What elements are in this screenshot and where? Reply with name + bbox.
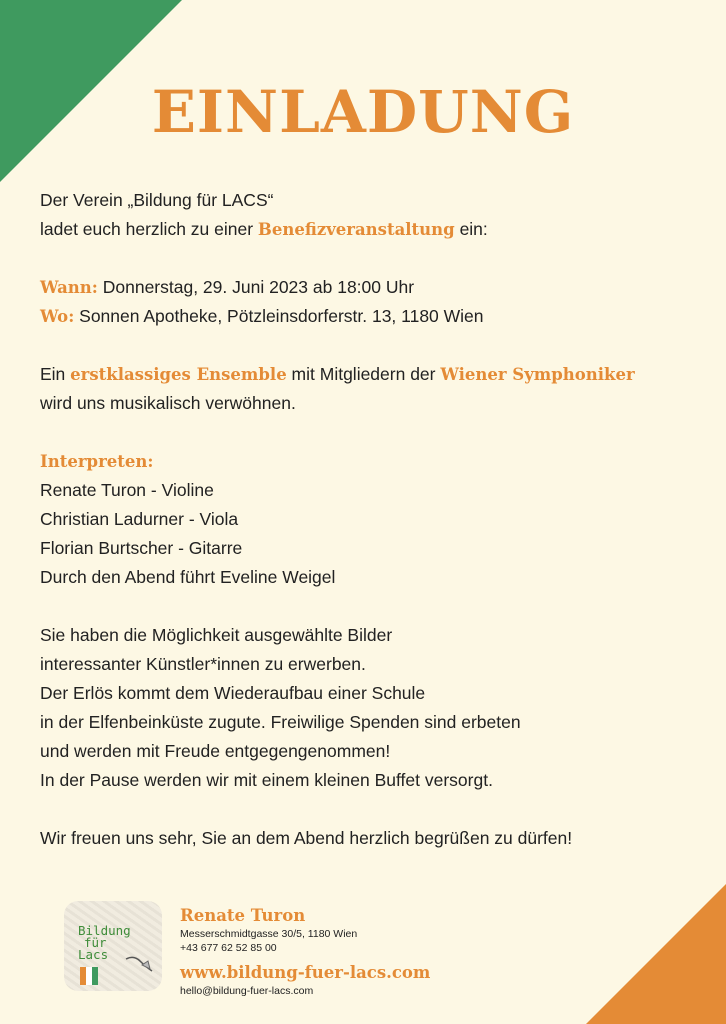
invitation-body — [40, 186, 700, 853]
contact-name: Renate Turon — [180, 906, 306, 925]
intro-text: ladet euch herzlich zu einer — [40, 219, 258, 239]
intro-line-1: Der Verein „Bildung für LACS“ — [40, 190, 274, 210]
intro-text-end: ein: — [454, 219, 488, 239]
ensemble-text-mid: mit Mitgliedern der — [286, 364, 441, 384]
ensemble-line-1 — [40, 360, 700, 389]
ivory-coast-flag-icon — [80, 967, 98, 985]
when-value: Donnerstag, 29. Juni 2023 ab 18:00 Uhr — [97, 277, 415, 297]
performer-item: Florian Burtscher - Gitarre — [40, 538, 243, 558]
info-line: Der Erlös kommt dem Wiederaufbau einer Schule — [40, 683, 426, 703]
ensemble-line-2: wird uns musikalisch verwöhnen. — [40, 393, 296, 413]
performer-item: Christian Ladurner - Viola — [40, 509, 239, 529]
highlight-ensemble: erstklassiges Ensemble — [70, 365, 287, 384]
info-line: Sie haben die Möglichkeit ausgewählte Bilder — [40, 625, 393, 645]
website-link[interactable]: www.bildung-fuer-lacs.com — [180, 963, 431, 982]
when-line — [40, 273, 700, 302]
contact-address: Messerschmidtgasse 30/5, 1180 Wien — [180, 928, 358, 940]
organization-logo — [58, 893, 170, 999]
highlight-benefit: Benefizveranstaltung — [257, 220, 455, 239]
where-line — [40, 302, 700, 331]
when-label: Wann: — [40, 278, 98, 297]
logo-line-3: Lacs — [78, 947, 109, 962]
logo-line-1: Bildung — [78, 923, 131, 938]
logo-text — [78, 925, 131, 961]
info-line: interessanter Künstler*innen zu erwerben. — [40, 654, 366, 674]
ensemble-text: Ein — [40, 364, 71, 384]
orange-corner-decoration — [586, 884, 726, 1024]
info-line: In der Pause werden wir mit einem kleinen Buffet versorgt. — [40, 770, 493, 790]
page-title: EINLADUNG — [151, 78, 575, 146]
highlight-symphoniker: Wiener Symphoniker — [440, 365, 635, 384]
performer-item: Renate Turon - Violine — [40, 480, 214, 500]
performers-heading: Interpreten: — [40, 452, 154, 471]
contact-block — [180, 905, 430, 998]
info-line: in der Elfenbeinküste zugute. Freiwilige Spenden sind erbeten — [40, 712, 521, 732]
email-link[interactable]: hello@bildung-fuer-lacs.com — [180, 985, 314, 997]
intro-line-2 — [40, 215, 700, 244]
hand-drawing-icon — [124, 953, 154, 977]
logo-line-2: für — [84, 935, 107, 950]
where-label: Wo: — [40, 307, 75, 326]
where-value: Sonnen Apotheke, Pötzleinsdorferstr. 13, 1180 Wien — [74, 306, 484, 326]
closing-line: Wir freuen uns sehr, Sie an dem Abend herzlich begrüßen zu dürfen! — [40, 828, 573, 848]
performer-item: Durch den Abend führt Eveline Weigel — [40, 567, 336, 587]
info-line: und werden mit Freude entgegengenommen! — [40, 741, 391, 761]
contact-phone: +43 677 62 52 85 00 — [180, 942, 277, 954]
